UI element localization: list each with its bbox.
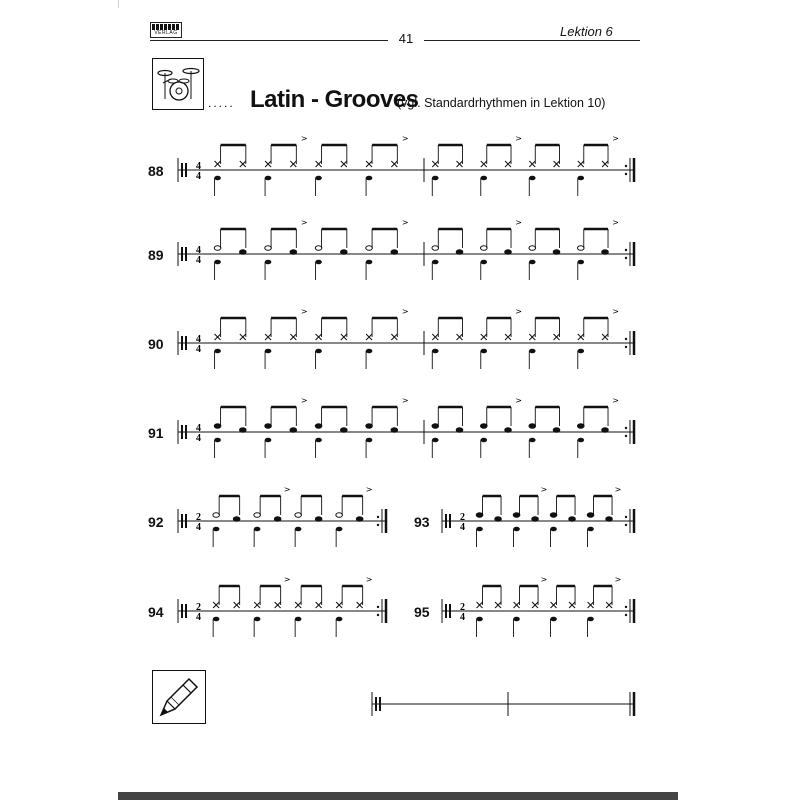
percussion-clef — [181, 425, 183, 439]
time-signature-bottom: 4 — [460, 612, 465, 623]
exercise-number: 95 — [414, 604, 430, 620]
bass-note — [529, 260, 536, 265]
note-head — [240, 428, 247, 433]
exercise-number: 92 — [148, 514, 164, 530]
percussion-clef — [445, 514, 447, 528]
bass-note — [315, 260, 322, 265]
time-signature-bottom: 4 — [196, 255, 201, 266]
note-head — [529, 246, 536, 251]
bass-note — [366, 438, 373, 443]
repeat-dot — [625, 173, 627, 175]
note-head — [315, 246, 322, 251]
note-head — [265, 424, 272, 429]
note-head — [341, 428, 348, 433]
exercise-number: 94 — [148, 604, 164, 620]
percussion-clef — [181, 163, 183, 177]
note-head — [366, 246, 373, 251]
bass-note — [214, 349, 221, 354]
bass-note — [587, 617, 594, 622]
time-signature-top: 2 — [196, 602, 201, 613]
repeat-dot — [625, 338, 627, 340]
time-signature-top: 4 — [196, 161, 201, 172]
accent-mark: > — [612, 307, 620, 316]
repeat-dot — [625, 249, 627, 251]
note-head — [456, 250, 463, 255]
percussion-clef — [375, 697, 377, 711]
time-signature-top: 4 — [196, 423, 201, 434]
bass-note — [213, 527, 220, 532]
accent-mark: > — [401, 307, 409, 316]
accent-mark: > — [540, 485, 548, 494]
bass-note — [432, 438, 439, 443]
note-head — [356, 517, 363, 522]
note-head — [587, 513, 594, 518]
accent-mark: > — [515, 307, 523, 316]
time-signature-bottom: 4 — [196, 433, 201, 444]
note-head — [341, 250, 348, 255]
accent-mark: > — [540, 575, 548, 584]
note-head — [606, 517, 613, 522]
note-head — [505, 428, 512, 433]
time-signature-bottom: 4 — [196, 522, 201, 533]
note-head — [480, 246, 487, 251]
percussion-clef — [379, 697, 381, 711]
repeat-dot — [625, 165, 627, 167]
note-head — [336, 513, 343, 518]
bass-note — [366, 260, 373, 265]
note-head — [456, 428, 463, 433]
note-head — [290, 250, 297, 255]
bass-note — [529, 349, 536, 354]
bass-note — [315, 349, 322, 354]
accent-mark: > — [300, 218, 308, 227]
percussion-clef — [185, 163, 187, 177]
bass-note — [265, 438, 272, 443]
title-leader-dots: ..... — [208, 96, 235, 110]
note-head — [315, 424, 322, 429]
publisher-logo-text: VERLAG — [154, 30, 178, 36]
accent-mark: > — [612, 396, 620, 405]
repeat-dot — [377, 606, 379, 608]
time-signature-top: 2 — [460, 512, 465, 523]
note-head — [432, 246, 439, 251]
time-signature-bottom: 4 — [196, 171, 201, 182]
accent-mark: > — [612, 218, 620, 227]
percussion-clef — [449, 514, 451, 528]
bass-note — [336, 617, 343, 622]
bass-note — [480, 438, 487, 443]
note-head — [265, 246, 272, 251]
time-signature-top: 4 — [196, 334, 201, 345]
bass-note — [366, 349, 373, 354]
exercise-number: 91 — [148, 425, 164, 441]
accent-mark: > — [515, 218, 523, 227]
repeat-dot — [625, 516, 627, 518]
note-head — [391, 428, 398, 433]
accent-mark: > — [515, 134, 523, 143]
page-number: 41 — [388, 31, 424, 47]
note-head — [254, 513, 261, 518]
time-signature-bottom: 4 — [196, 344, 201, 355]
repeat-dot — [377, 614, 379, 616]
bass-note — [214, 260, 221, 265]
note-head — [213, 513, 220, 518]
percussion-clef — [445, 604, 447, 618]
accent-mark: > — [283, 575, 291, 584]
repeat-dot — [625, 257, 627, 259]
note-head — [495, 517, 502, 522]
note-head — [476, 513, 483, 518]
bass-note — [577, 260, 584, 265]
bass-note — [529, 176, 536, 181]
bass-note — [480, 260, 487, 265]
bass-note — [432, 349, 439, 354]
accent-mark: > — [300, 396, 308, 405]
accent-mark: > — [283, 485, 291, 494]
repeat-dot — [625, 435, 627, 437]
repeat-dot — [377, 524, 379, 526]
note-head — [577, 246, 584, 251]
accent-mark: > — [515, 396, 523, 405]
exercise-number: 89 — [148, 247, 164, 263]
bass-note — [366, 176, 373, 181]
bass-note — [315, 176, 322, 181]
note-head — [295, 513, 302, 518]
time-signature-top: 2 — [196, 512, 201, 523]
bass-note — [295, 527, 302, 532]
accent-mark: > — [614, 485, 622, 494]
bass-note — [587, 527, 594, 532]
bass-note — [577, 438, 584, 443]
percussion-clef — [185, 604, 187, 618]
percussion-clef — [181, 247, 183, 261]
note-head — [553, 428, 560, 433]
time-signature-top: 4 — [196, 245, 201, 256]
note-head — [240, 250, 247, 255]
percussion-clef — [449, 604, 451, 618]
note-head — [391, 250, 398, 255]
accent-mark: > — [401, 218, 409, 227]
time-signature-top: 2 — [460, 602, 465, 613]
repeat-dot — [625, 524, 627, 526]
repeat-dot — [377, 516, 379, 518]
bass-note — [432, 260, 439, 265]
accent-mark: > — [614, 575, 622, 584]
accent-mark: > — [365, 485, 373, 494]
time-signature-bottom: 4 — [196, 612, 201, 623]
bass-note — [315, 438, 322, 443]
repeat-dot — [625, 606, 627, 608]
bass-note — [336, 527, 343, 532]
exercise-number: 90 — [148, 336, 164, 352]
bass-note — [480, 349, 487, 354]
lesson-label: Lektion 6 — [560, 24, 613, 39]
accent-mark: > — [401, 396, 409, 405]
percussion-clef — [181, 604, 183, 618]
accent-mark: > — [401, 134, 409, 143]
accent-mark: > — [365, 575, 373, 584]
bass-note — [265, 260, 272, 265]
bass-note — [214, 438, 221, 443]
bass-note — [254, 617, 261, 622]
percussion-clef — [181, 336, 183, 350]
bass-note — [265, 176, 272, 181]
bass-note — [550, 527, 557, 532]
bass-note — [513, 527, 520, 532]
note-head — [290, 428, 297, 433]
bass-note — [577, 349, 584, 354]
exercise-number: 93 — [414, 514, 430, 530]
note-head — [550, 513, 557, 518]
repeat-dot — [625, 346, 627, 348]
bass-note — [254, 527, 261, 532]
note-head — [480, 424, 487, 429]
note-head — [577, 424, 584, 429]
note-head — [569, 517, 576, 522]
percussion-clef — [185, 425, 187, 439]
accent-mark: > — [300, 134, 308, 143]
note-head — [505, 250, 512, 255]
bass-note — [480, 176, 487, 181]
bass-note — [295, 617, 302, 622]
note-head — [553, 250, 560, 255]
note-head — [214, 246, 221, 251]
note-head — [214, 424, 221, 429]
percussion-clef — [185, 247, 187, 261]
percussion-clef — [185, 514, 187, 528]
bass-note — [476, 527, 483, 532]
accent-mark: > — [612, 134, 620, 143]
section-subtitle: (vgl. Standardrhythmen in Lektion 10) — [397, 96, 606, 110]
bass-note — [476, 617, 483, 622]
time-signature-bottom: 4 — [460, 522, 465, 533]
bass-note — [529, 438, 536, 443]
bass-note — [213, 617, 220, 622]
bass-note — [432, 176, 439, 181]
accent-mark: > — [300, 307, 308, 316]
note-head — [366, 424, 373, 429]
bass-note — [577, 176, 584, 181]
note-head — [274, 517, 281, 522]
note-head — [602, 428, 609, 433]
section-title: Latin - Grooves — [250, 86, 419, 113]
bass-note — [214, 176, 221, 181]
percussion-clef — [185, 336, 187, 350]
bass-note — [265, 349, 272, 354]
repeat-dot — [625, 427, 627, 429]
note-head — [529, 424, 536, 429]
note-head — [315, 517, 322, 522]
repeat-dot — [625, 614, 627, 616]
bass-note — [550, 617, 557, 622]
note-head — [432, 424, 439, 429]
note-head — [532, 517, 539, 522]
note-head — [233, 517, 240, 522]
exercise-number: 88 — [148, 163, 164, 179]
bass-note — [513, 617, 520, 622]
note-head — [602, 250, 609, 255]
percussion-clef — [181, 514, 183, 528]
note-head — [513, 513, 520, 518]
